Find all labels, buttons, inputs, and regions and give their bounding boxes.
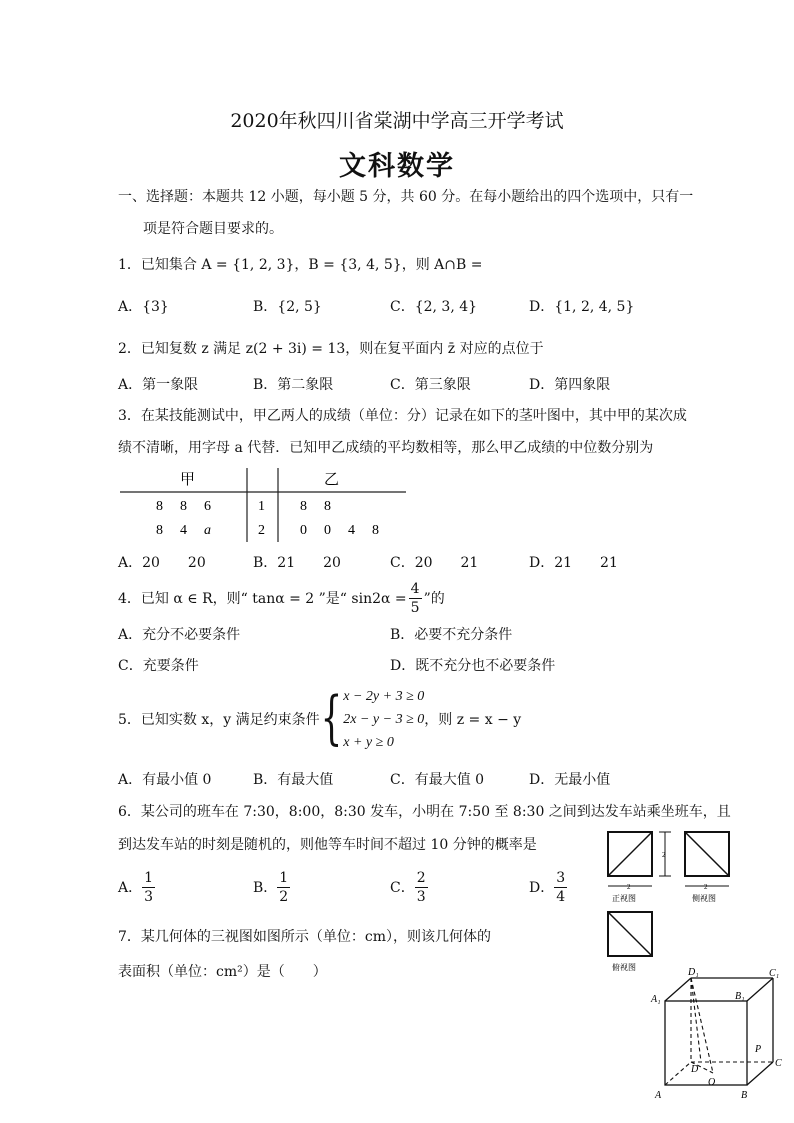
q6-a-num: 1	[144, 869, 154, 886]
section-heading-cont: 项是符合题目要求的。	[143, 221, 283, 237]
q4-frac-den: 5	[410, 599, 420, 616]
q6-option-c-frac	[415, 871, 428, 904]
q6-option-a	[118, 866, 155, 908]
q6-option-c	[390, 866, 428, 908]
q3-option-b: B．21 20	[253, 555, 341, 571]
q5-constraint-1: x − 2y + 3 ≥ 0	[343, 688, 425, 704]
stem-r1: 1	[258, 499, 265, 514]
q5-stem-prefix: 5．已知实数 x，y 满足约束条件	[118, 712, 320, 728]
q6-c-den: 3	[416, 888, 426, 905]
label-D1: D₁	[688, 967, 699, 978]
leaf-right-r2-4: 8	[372, 523, 379, 538]
question-7-line1: 7．某几何体的三视图如图所示（单位：cm），则该几何体的	[118, 929, 492, 945]
label-A: A	[655, 1090, 662, 1101]
leaf-right-r1-2: 8	[324, 499, 331, 514]
q4-stem-suffix: ”的	[423, 591, 445, 607]
q6-option-b-letter: B．	[253, 880, 278, 896]
question-6-line1: 6．某公司的班车在 7:30，8:00，8:30 发车，小明在 7:50 至 8:30 之间到达发车站乘坐班车，且	[118, 804, 731, 820]
leaf-left-r2-1: 8	[156, 523, 163, 538]
q5-option-d: D．无最小值	[529, 772, 611, 788]
front-view-height-dim: 2	[662, 851, 666, 859]
stem-leaf-right-header: 乙	[324, 472, 340, 488]
q4-option-c: C．充要条件	[118, 658, 199, 674]
q5-constraint-3: x + y ≥ 0	[343, 734, 394, 750]
q3-option-a: A．20 20	[118, 555, 206, 571]
leaf-left-r2-3: a	[204, 523, 211, 538]
q6-option-d-letter: D．	[529, 880, 555, 896]
q1-option-d: D．{1, 2, 4, 5}	[529, 299, 635, 315]
leaf-left-r2-2: 4	[180, 523, 187, 538]
q5-option-a: A．有最小值 0	[118, 772, 212, 788]
q6-b-den: 2	[279, 888, 289, 905]
stem-leaf-plot	[118, 462, 418, 544]
question-7-line2: 表面积（单位：cm²）是（ ）	[118, 964, 327, 980]
q6-a-den: 3	[144, 888, 154, 905]
label-C1: C₁	[769, 968, 780, 979]
q4-option-a: A．充分不必要条件	[118, 627, 241, 643]
side-view-width-dim: 2	[704, 883, 708, 891]
section-heading: 一、选择题：本题共 12 小题，每小题 5 分，共 60 分。在每小题给出的四个选项中，只有一	[118, 189, 694, 205]
q5-left-brace: {	[320, 685, 343, 753]
q5-option-b: B．有最大值	[253, 772, 334, 788]
q5-constraint-2: 2x − y − 3 ≥ 0	[343, 711, 425, 727]
q6-option-b-frac	[277, 871, 290, 904]
leaf-right-r2-2: 0	[324, 523, 331, 538]
q6-option-d	[529, 866, 567, 908]
label-A1: A₁	[651, 994, 661, 1005]
q5-constraints	[343, 685, 424, 754]
q2-option-a: A．第一象限	[118, 377, 199, 393]
q2-option-b: B．第二象限	[253, 377, 334, 393]
q1-option-b: B．{2, 5}	[253, 299, 322, 315]
question-1-stem: 1．已知集合 A = {1, 2, 3}，B = {3, 4, 5}，则 A∩B =	[118, 257, 483, 273]
leaf-left-r1-1: 8	[156, 499, 163, 514]
q3-option-d: D．21 21	[529, 555, 618, 571]
three-view-figure	[600, 826, 740, 976]
q6-b-num: 1	[279, 869, 289, 886]
label-D: D	[691, 1064, 699, 1075]
q5-stem-suffix: ，则 z = x − y	[424, 712, 522, 728]
top-view-label: 俯视图	[612, 963, 636, 972]
label-B: B	[741, 1090, 748, 1101]
leaf-right-r1-1: 8	[300, 499, 307, 514]
label-B1: B₁	[735, 991, 745, 1002]
front-view-width-dim: 2	[627, 883, 631, 891]
leaf-left-r1-3: 6	[204, 499, 211, 514]
q4-stem-prefix: 4．已知 α ∈ R，则“ tanα = 2 ”是“ sin2α =	[118, 591, 407, 607]
question-5-stem	[118, 685, 521, 753]
exam-title: 2020年秋四川省棠湖中学高三开学考试	[230, 110, 564, 132]
side-view-label: 侧视图	[692, 894, 716, 903]
q6-option-a-letter: A．	[118, 880, 143, 896]
cube-figure	[645, 966, 793, 1102]
label-C: C	[775, 1058, 782, 1069]
q6-option-d-frac	[554, 871, 567, 904]
front-view-label: 正视图	[612, 894, 636, 903]
q6-option-c-letter: C．	[390, 880, 415, 896]
q4-fraction	[409, 582, 422, 615]
question-2-stem: 2．已知复数 z 满足 z(2 + 3i) = 13，则在复平面内 z̄ 对应的点位于	[118, 341, 544, 357]
q4-option-d: D．既不充分也不必要条件	[390, 658, 556, 674]
question-3-line2: 绩不清晰，用字母 a 代替．已知甲乙成绩的平均数相等，那么甲乙成绩的中位数分别为	[118, 440, 654, 456]
q6-c-num: 2	[416, 869, 426, 886]
q1-option-a: A．{3}	[118, 299, 169, 315]
q6-option-b	[253, 866, 290, 908]
stem-leaf-left-header: 甲	[180, 472, 196, 488]
subject-title: 文科数学	[339, 151, 455, 182]
q4-frac-num: 4	[410, 580, 420, 597]
q2-option-c: C．第三象限	[390, 377, 471, 393]
label-P: P	[755, 1044, 762, 1055]
q6-d-den: 4	[556, 888, 566, 905]
q5-option-c: C．有最大值 0	[390, 772, 485, 788]
q2-option-d: D．第四象限	[529, 377, 611, 393]
leaf-right-r2-3: 4	[348, 523, 355, 538]
q6-option-a-frac	[142, 871, 155, 904]
leaf-left-r1-2: 8	[180, 499, 187, 514]
question-4-stem	[118, 576, 445, 620]
q6-d-num: 3	[556, 869, 566, 886]
label-O: O	[708, 1077, 716, 1088]
question-3-line1: 3．在某技能测试中，甲乙两人的成绩（单位：分）记录在如下的茎叶图中，其中甲的某次成	[118, 408, 687, 424]
q3-option-c: C．20 21	[390, 555, 479, 571]
stem-r2: 2	[258, 523, 265, 538]
question-6-line2: 到达发车站的时刻是随机的，则他等车时间不超过 10 分钟的概率是	[118, 837, 537, 853]
q1-option-c: C．{2, 3, 4}	[390, 299, 478, 315]
leaf-right-r2-1: 0	[300, 523, 307, 538]
q4-option-b: B．必要不充分条件	[390, 627, 513, 643]
